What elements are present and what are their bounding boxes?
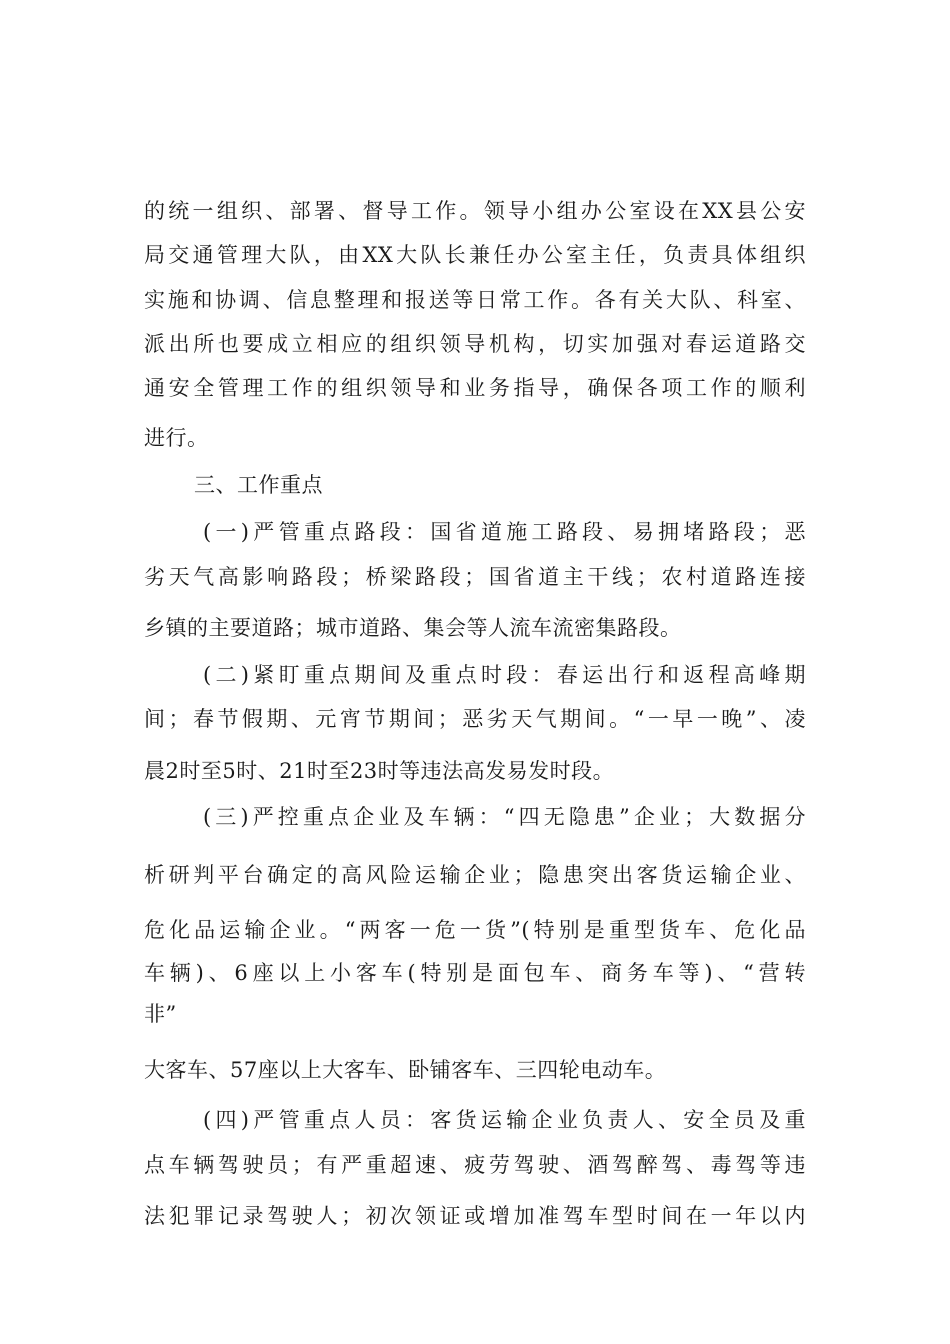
paragraph-line: 进行。	[144, 426, 209, 450]
section-heading: 三、工作重点	[194, 473, 323, 497]
paragraph-line: (三)严控重点企业及车辆：“四无隐患”企业；大数据分	[203, 805, 806, 829]
paragraph-line: 的统一组织、部署、督导工作。领导小组办公室设在XX县公安	[144, 199, 806, 223]
paragraph-line: 乡镇的主要道路；城市道路、集会等人流车流密集路段。	[144, 616, 682, 640]
paragraph-line: 法犯罪记录驾驶人；初次领证或增加准驾车型时间在一年以内	[144, 1204, 806, 1228]
paragraph-line: 劣天气高影响路段；桥梁路段；国省道主干线；农村道路连接	[144, 565, 806, 589]
paragraph-line: (二)紧盯重点期间及重点时段：春运出行和返程高峰期	[203, 663, 806, 687]
paragraph-line: 大客车、57座以上大客车、卧铺客车、三四轮电动车。	[144, 1058, 667, 1082]
paragraph-line: 实施和协调、信息整理和报送等日常工作。各有关大队、科室、	[144, 288, 806, 312]
paragraph-line: 非”	[144, 1002, 177, 1026]
paragraph-line: 晨2时至5时、21时至23时等违法高发易发时段。	[144, 759, 615, 783]
paragraph-line: 局交通管理大队，由XX大队长兼任办公室主任，负责具体组织	[144, 243, 806, 267]
paragraph-line: 危化品运输企业。“两客一危一货”(特别是重型货车、危化品	[144, 918, 806, 942]
paragraph-line: 通安全管理工作的组织领导和业务指导，确保各项工作的顺利	[144, 376, 806, 400]
paragraph-line: 车辆)、6座以上小客车(特别是面包车、商务车等)、“营转	[144, 961, 806, 985]
paragraph-line: 析研判平台确定的高风险运输企业；隐患突出客货运输企业、	[144, 863, 806, 887]
paragraph-line: (一)严管重点路段：国省道施工路段、易拥堵路段；恶	[203, 520, 806, 544]
paragraph-line: 派出所也要成立相应的组织领导机构，切实加强对春运道路交	[144, 332, 806, 356]
paragraph-line: 间；春节假期、元宵节期间；恶劣天气期间。“一早一晚”、凌	[144, 707, 806, 731]
paragraph-line: (四)严管重点人员：客货运输企业负责人、安全员及重	[203, 1108, 806, 1132]
paragraph-line: 点车辆驾驶员；有严重超速、疲劳驾驶、酒驾醉驾、毒驾等违	[144, 1153, 806, 1177]
